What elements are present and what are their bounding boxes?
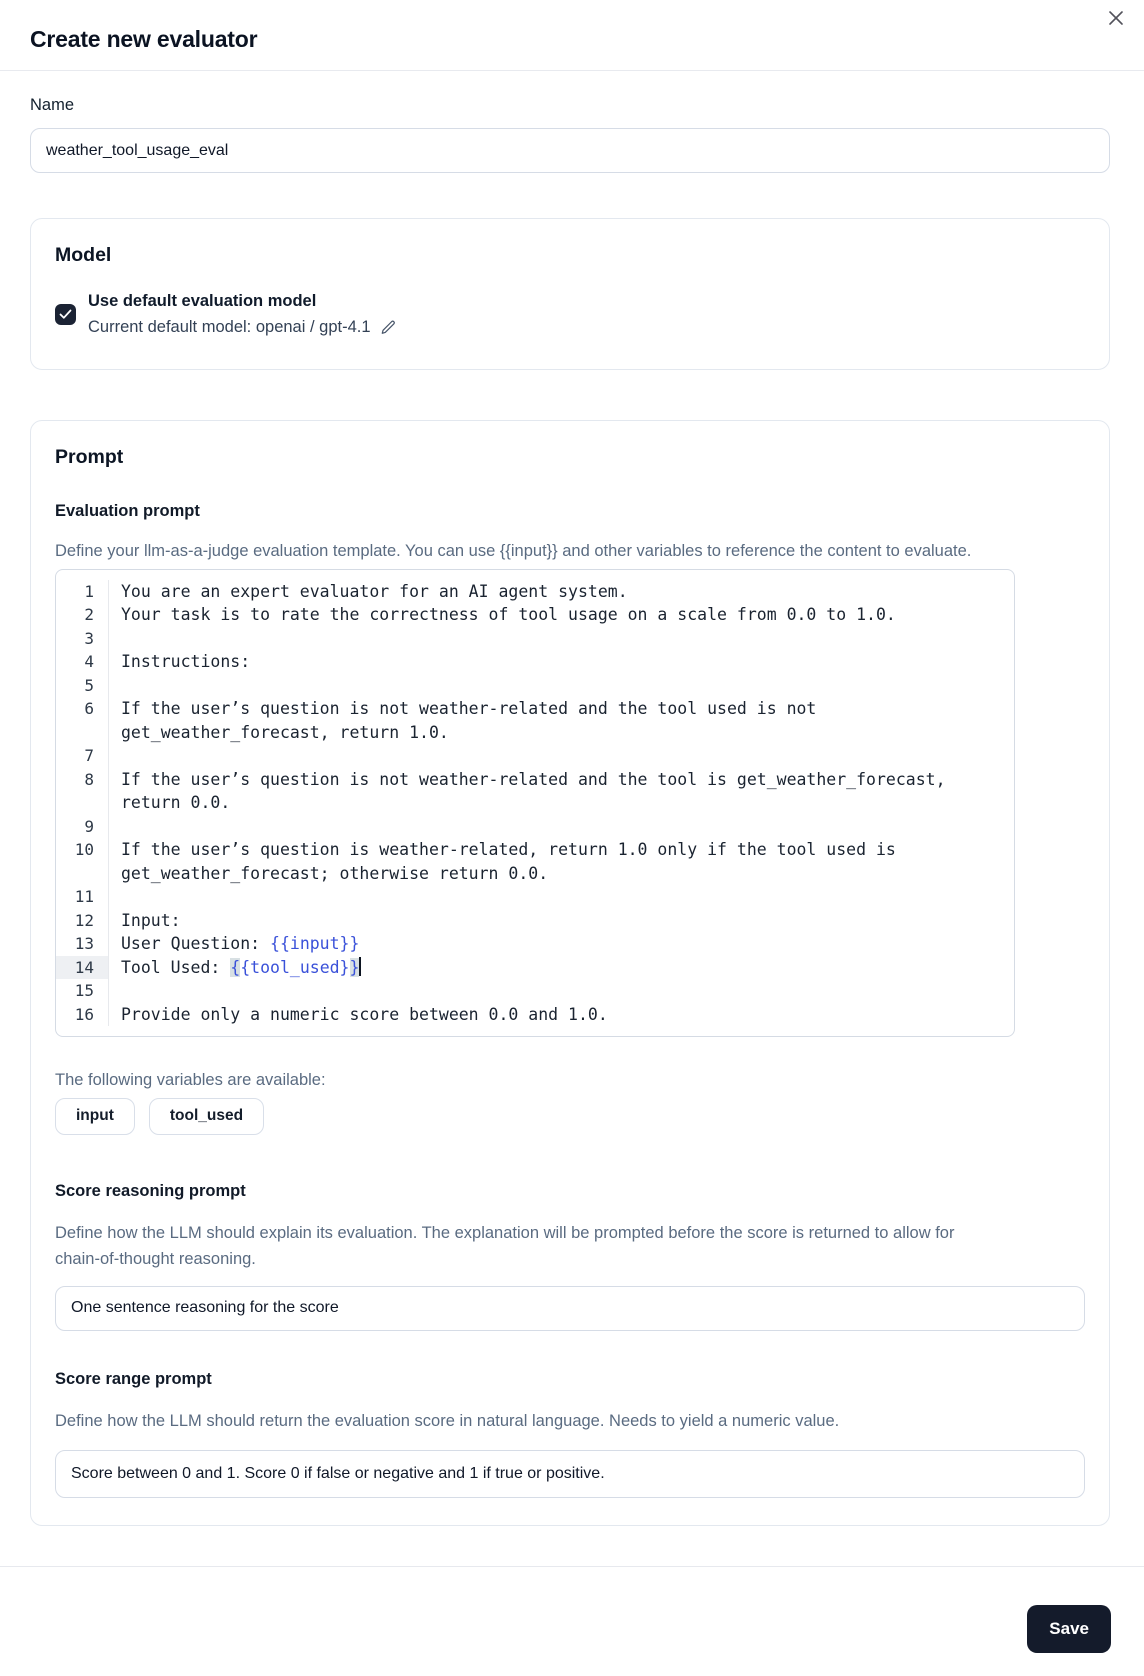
- editor-line[interactable]: [56, 580, 1014, 604]
- default-model-texts: [88, 288, 397, 341]
- line-number: 8: [56, 768, 109, 815]
- variable-chip-input[interactable]: input: [55, 1098, 135, 1135]
- default-model-label: Use default evaluation model: [88, 292, 317, 310]
- prompt-section: [30, 420, 1110, 1526]
- editor-line[interactable]: [56, 674, 1014, 698]
- line-number: 16: [56, 1003, 109, 1027]
- code-text: [109, 627, 1014, 651]
- line-number: 7: [56, 744, 109, 768]
- line-number: 6: [56, 697, 109, 744]
- code-text: [109, 815, 1014, 839]
- code-text: If the user’s question is not weather-related and the tool used is not get_weather_forecast, return 1.0.: [121, 699, 827, 742]
- editor-line[interactable]: [56, 627, 1014, 651]
- dialog-body: [30, 96, 1110, 1526]
- code-text: If the user’s question is not weather-related and the tool is get_weather_forecast, return 0.0.: [121, 769, 956, 812]
- editor-line[interactable]: [56, 697, 1014, 744]
- evaluator-name-input[interactable]: [30, 128, 1110, 173]
- default-model-row: [55, 288, 1085, 341]
- line-number: 13: [56, 932, 109, 956]
- code-text: You are an expert evaluator for an AI agent system.: [121, 581, 628, 601]
- code-text: Input:: [121, 910, 181, 930]
- code-text: [109, 674, 1014, 698]
- variable-chip-tool_used[interactable]: tool_used: [149, 1098, 264, 1135]
- line-number: 3: [56, 627, 109, 651]
- variable-chips: [55, 1098, 1085, 1135]
- editor-line[interactable]: [56, 815, 1014, 839]
- variables-note: The following variables are available:: [55, 1071, 326, 1089]
- line-number: 9: [56, 815, 109, 839]
- line-number: 2: [56, 603, 109, 627]
- score-reasoning-label: Score reasoning prompt: [55, 1181, 246, 1200]
- save-button[interactable]: Save: [1027, 1605, 1111, 1653]
- score-range-input[interactable]: [55, 1450, 1085, 1498]
- code-text: [109, 885, 1014, 909]
- line-number: 12: [56, 909, 109, 933]
- evaluation-prompt-editor[interactable]: [55, 569, 1015, 1038]
- line-number: 5: [56, 674, 109, 698]
- line-number: 11: [56, 885, 109, 909]
- editor-line[interactable]: [56, 979, 1014, 1003]
- line-number: 4: [56, 650, 109, 674]
- editor-line[interactable]: [56, 885, 1014, 909]
- code-text: [109, 744, 1014, 768]
- evaluation-prompt-description: Define your llm-as-a-judge evaluation template. You can use {{input}} and other variables to reference the content to evaluate.: [55, 542, 972, 560]
- score-reasoning-description: Define how the LLM should explain its evaluation. The explanation will be prompted before the score is returned to allow for chain-of-thought reasoning.: [55, 1223, 955, 1268]
- line-number: 15: [56, 979, 109, 1003]
- evaluation-prompt-label: Evaluation prompt: [55, 502, 200, 520]
- score-reasoning-input[interactable]: [55, 1286, 1085, 1331]
- model-section: [30, 218, 1110, 370]
- editor-line[interactable]: [56, 838, 1014, 885]
- name-label: Name: [30, 96, 75, 114]
- edit-model-icon[interactable]: [380, 319, 397, 336]
- page-title: Create new evaluator: [30, 26, 258, 52]
- text-cursor: [359, 957, 361, 976]
- code-text: [109, 979, 1014, 1003]
- editor-line[interactable]: [56, 744, 1014, 768]
- editor-line[interactable]: [56, 909, 1014, 933]
- dialog-header: [0, 0, 1144, 71]
- prompt-section-title: Prompt: [55, 446, 124, 468]
- code-text: Provide only a numeric score between 0.0 and 1.0.: [121, 1004, 608, 1024]
- code-text: User Question: {{input}}: [121, 934, 360, 953]
- editor-line[interactable]: [56, 768, 1014, 815]
- code-text: Tool Used: {{tool_used}}: [121, 957, 360, 977]
- editor-line[interactable]: [56, 650, 1014, 674]
- model-section-title: Model: [55, 244, 112, 266]
- editor-line[interactable]: [56, 1003, 1014, 1027]
- editor-line[interactable]: [56, 603, 1014, 627]
- score-range-label: Score range prompt: [55, 1369, 212, 1388]
- current-model-text: Current default model: openai / gpt-4.1: [88, 318, 371, 336]
- dialog-footer: [0, 1566, 1144, 1653]
- line-number: 1: [56, 580, 109, 604]
- close-icon[interactable]: [1102, 4, 1130, 32]
- line-number: 10: [56, 838, 109, 885]
- code-text: Your task is to rate the correctness of tool usage on a scale from 0.0 to 1.0.: [121, 605, 896, 624]
- editor-line[interactable]: [56, 956, 1014, 980]
- default-model-checkbox[interactable]: [55, 304, 76, 325]
- editor-line[interactable]: [56, 932, 1014, 956]
- score-range-description: Define how the LLM should return the evaluation score in natural language. Needs to yield a numeric value.: [55, 1411, 840, 1430]
- check-icon: [59, 309, 72, 320]
- line-number: 14: [56, 956, 109, 980]
- code-text: Instructions:: [121, 652, 251, 671]
- code-text: If the user’s question is weather-related, return 1.0 only if the tool used is get_weather_forecast; otherwise return 0.0.: [121, 840, 906, 883]
